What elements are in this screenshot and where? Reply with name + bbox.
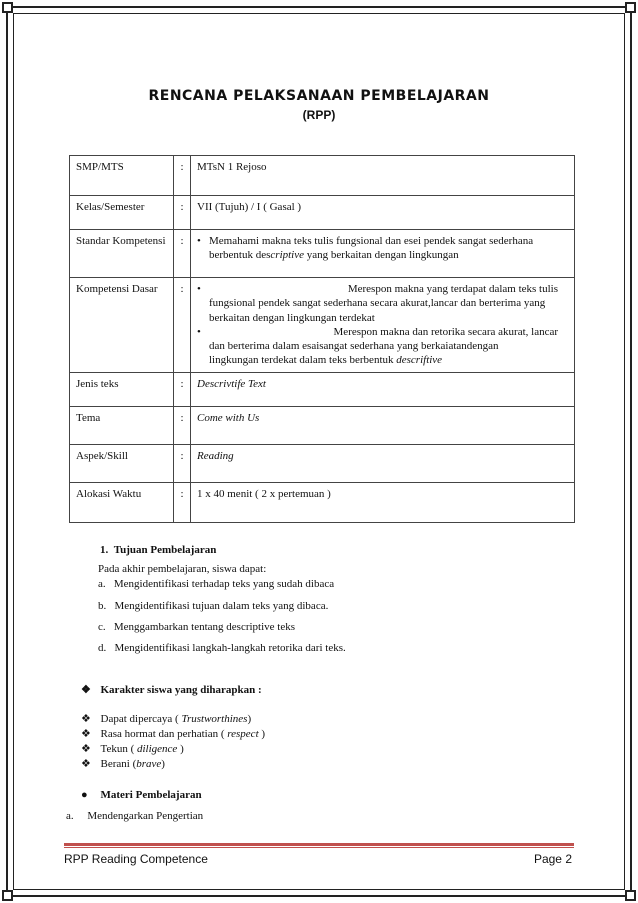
item-text-emphasis: Descrivtife Text [197,377,266,390]
section-title: Materi Pembelajaran [100,789,202,801]
list-item [81,757,165,770]
row-label: Kelas/Semester [70,196,174,230]
section-number: 1. [100,544,109,556]
item-text: berkaitan dengan lingkungan terdekat [209,311,375,324]
item-letter: a. [98,578,106,590]
item-text: ) [258,728,266,740]
bullet-list [197,282,568,368]
item-letter: c. [98,621,106,633]
item-text: Mendengarkan Pengertian [87,810,204,822]
row-value: VII (Tujuh) / I ( Gasal ) [191,196,575,230]
item-text: Berani ( [100,758,137,770]
row-separator: : [174,444,191,482]
border-corner-bottom-right [625,890,636,901]
item-continuation [197,248,568,262]
item-text: fungsional pendek sangat sederhana secara akurat,lancar dan berterima yang [209,297,546,310]
row-separator: : [174,278,191,373]
item-text: • Merespon makna dan retorika secara akurat, lancar [333,325,558,338]
item-text: Menggambarkan tentang descriptive teks [113,621,296,633]
border-corner-bottom-left [2,890,13,901]
section-title: Karakter siswa yang diharapkan : [100,684,262,696]
list-item [197,282,568,325]
table-row [70,156,575,196]
diamond-bullet-icon: ❖ [81,684,91,696]
table-row [70,372,575,406]
item-text-emphasis: brave [136,758,162,770]
section-title: Tujuan Pembelajaran [113,544,217,556]
table-row [70,444,575,482]
row-separator: : [174,230,191,278]
row-label: Tema [70,406,174,444]
bullet-list [197,234,568,248]
footer-title: RPP Reading Competence [64,852,208,866]
row-label: Standar Kompetensi [70,230,174,278]
diamond-bullet-icon: ❖ [81,758,91,770]
list-item [98,642,346,654]
list-item [81,742,184,755]
item-text-emphasis: Reading [197,449,234,462]
tujuan-intro: Pada akhir pembelajaran, siswa dapat: [98,563,267,575]
item-text: lingkungan terdekat dalam teks berbentuk [209,354,397,367]
row-label: Jenis teks [70,372,174,406]
item-letter: a. [66,810,74,822]
item-text-emphasis: descriftive [396,354,443,367]
row-label: SMP/MTS [70,156,174,196]
item-letter: b. [98,600,107,612]
list-item [197,234,568,248]
document-subtitle: (RPP) [302,108,336,122]
list-item [66,810,203,822]
tujuan-heading [100,544,216,556]
item-text: berbentuk des [209,249,271,262]
footer-rule [64,843,574,846]
document-title: RENCANA PELAKSANAAN PEMBELAJARAN [148,88,490,104]
footer-rule-thin [64,847,574,848]
row-value: MTsN 1 Rejoso [191,156,575,196]
row-value [191,230,575,278]
row-separator: : [174,372,191,406]
border-corner-top-right [625,2,636,13]
item-text: dan berterima dalam esaisangat sederhana yang berkaiatandengan [209,340,499,353]
row-label: Aspek/Skill [70,444,174,482]
item-text-emphasis: respect [227,728,259,740]
row-value [191,406,575,444]
list-item [81,712,251,725]
list-item [81,727,265,740]
item-text: ) [177,743,184,755]
item-text: Mengidentifikasi tujuan dalam teks yang dibaca. [114,600,329,612]
row-value [191,278,575,373]
bullet-icon: ● [81,789,88,801]
item-letter: d. [98,642,107,654]
item-text: Memahami makna teks tulis fungsional dan esei pendek sangat sederhana [209,235,534,247]
row-separator: : [174,156,191,196]
diamond-bullet-icon: ❖ [81,728,91,740]
table-row [70,196,575,230]
diamond-bullet-icon: ❖ [81,713,91,725]
item-text: yang berkaitan dengan lingkungan [304,249,459,262]
materi-heading [81,789,202,801]
row-value [191,372,575,406]
row-separator: : [174,196,191,230]
item-text: • Merespon makna yang terdapat dalam teks tulis [347,283,558,295]
item-text: Dapat dipercaya ( [100,713,182,725]
item-text: ) [247,713,252,725]
row-separator: : [174,406,191,444]
item-text-emphasis: diligence [137,743,178,755]
item-text: Mengidentifikasi langkah-langkah retorika dari teks. [114,642,346,654]
item-text: Tekun ( [100,743,137,755]
table-row [70,278,575,373]
item-text-emphasis: Trustworthines [181,713,248,725]
page-number: Page 2 [533,852,572,866]
table-row [70,230,575,278]
row-value [191,444,575,482]
item-text: ) [161,758,165,770]
table-row [70,482,575,522]
row-separator: : [174,482,191,522]
item-text [209,353,568,367]
list-item [98,578,334,590]
item-text: Rasa hormat dan perhatian ( [100,728,228,740]
row-label: Alokasi Waktu [70,482,174,522]
item-text-emphasis: Come with Us [197,411,260,424]
table-row [70,406,575,444]
diamond-bullet-icon: ❖ [81,743,91,755]
row-label: Kompetensi Dasar [70,278,174,373]
list-item [197,325,568,368]
border-corner-top-left [2,2,13,13]
list-item [98,621,295,633]
karakter-heading [81,683,262,696]
row-value: 1 x 40 menit ( 2 x pertemuan ) [191,482,575,522]
item-text: Mengidentifikasi terhadap teks yang sudah dibaca [113,578,335,590]
item-text-emphasis: criptive [270,249,305,262]
info-table [69,155,575,523]
list-item [98,600,328,612]
